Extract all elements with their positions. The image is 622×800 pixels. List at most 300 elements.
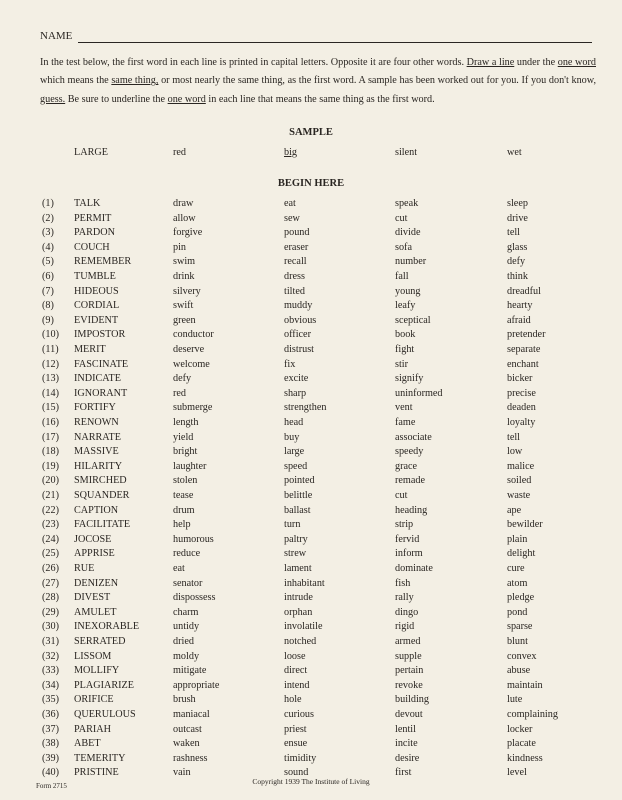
key-word: QUERULOUS [74,709,136,720]
question-row [0,226,622,240]
key-word: LISSOM [74,650,112,662]
option-c[interactable]: young [395,285,421,297]
option-b[interactable]: loose [284,650,306,662]
option-a[interactable]: length [173,417,199,428]
question-row [0,460,622,474]
option-b[interactable]: distrust [284,344,315,355]
option-c[interactable]: inform [395,548,423,560]
key-word: PARIAH [74,723,111,735]
instructions-text: in each line that [205,93,274,105]
question-number: (40) [42,767,59,779]
option-c[interactable]: first [395,767,412,779]
key-word: PLAGIARIZE [74,679,134,691]
question-row [0,328,622,342]
sample-option[interactable]: red [173,147,187,158]
question-number: (10) [42,329,59,341]
option-b[interactable]: eat [284,198,296,209]
option-d[interactable]: placate [507,738,536,750]
option-a[interactable]: swift [173,300,194,312]
key-word: SMIRCHED [74,475,127,487]
question-number: (25) [42,548,59,560]
question-number: (30) [42,621,59,633]
question-number: (35) [42,694,59,706]
question-row [0,679,622,693]
option-b[interactable]: intrude [284,592,313,604]
option-a[interactable]: dried [173,636,194,647]
option-d[interactable]: convex [507,650,537,662]
key-word: HILARITY [74,460,123,472]
option-c[interactable]: associate [395,431,432,443]
option-b[interactable]: turn [284,519,301,531]
option-a[interactable]: laughter [173,460,207,472]
question-number: (21) [42,490,59,501]
key-word: AMULET [74,606,117,618]
question-number: (38) [42,738,59,750]
option-a[interactable]: humorous [173,533,214,545]
option-a[interactable]: appropriate [173,679,220,691]
question-number: (28) [42,592,59,604]
option-a[interactable]: stolen [173,475,198,487]
question-number: (11) [42,344,59,355]
key-word: RENOWN [74,417,119,428]
option-a[interactable]: silvery [173,285,201,297]
key-word: MERIT [74,344,106,355]
option-b[interactable]: head [284,417,304,428]
option-d[interactable]: plain [507,533,528,545]
option-d[interactable]: think [507,271,528,282]
option-a[interactable]: green [173,314,196,326]
question-row [0,620,622,634]
option-c[interactable]: dominate [395,563,433,574]
question-number: (34) [42,679,59,691]
sample-row [0,146,622,160]
question-row [0,255,622,269]
question-row [0,401,622,415]
option-a[interactable]: welcome [173,358,210,370]
key-word: INDICATE [74,373,121,385]
option-b[interactable]: priest [284,723,307,735]
key-word: MOLLIFY [74,665,120,677]
question-number: (37) [42,723,59,735]
question-number: (23) [42,519,59,531]
key-word: IGNORANT [74,387,128,399]
instructions-text: means the same thing as the first word. [275,93,435,105]
option-c[interactable]: uninformed [395,387,443,399]
question-number: (14) [42,387,59,399]
question-row [0,431,622,445]
option-d[interactable]: tell [507,431,521,443]
option-c[interactable]: armed [395,636,421,647]
question-row [0,270,622,284]
instructions-draw-a-line: Draw a line [466,57,515,68]
option-b[interactable]: ballast [284,504,311,516]
option-b[interactable]: speed [284,460,308,472]
key-word: APPRISE [74,548,115,560]
option-c[interactable]: grace [395,460,418,472]
option-c[interactable]: devout [395,709,423,720]
option-c[interactable]: desire [395,752,420,764]
question-number: (9) [42,314,54,326]
option-b[interactable]: muddy [284,300,313,312]
option-b[interactable]: inhabitant [284,577,325,589]
question-row [0,285,622,299]
name-label: NAME [40,30,73,42]
name-line[interactable] [78,42,592,43]
option-a[interactable]: eat [173,563,185,574]
option-d[interactable]: pretender [507,329,546,341]
option-a[interactable]: allow [173,212,196,224]
option-b[interactable]: belittle [284,490,313,501]
name-field-row [40,30,592,46]
question-number: (2) [42,212,54,224]
key-word: PRISTINE [74,767,119,779]
option-a[interactable]: vain [173,767,191,779]
option-d[interactable]: maintain [507,679,543,691]
option-a[interactable]: bright [173,446,198,458]
question-number: (29) [42,606,59,618]
option-c[interactable]: revoke [395,679,423,691]
option-a[interactable]: dispossess [173,592,216,604]
option-c[interactable]: leafy [395,300,416,312]
question-row [0,737,622,751]
option-c[interactable]: fervid [395,533,420,545]
option-a[interactable]: help [173,519,191,531]
question-row [0,504,622,518]
question-row [0,577,622,591]
option-b[interactable]: intend [284,679,310,691]
option-c[interactable]: heading [395,504,428,516]
option-a[interactable]: defy [173,373,192,385]
question-row [0,474,622,488]
option-b[interactable]: ensue [284,738,308,750]
question-number: (39) [42,752,59,764]
option-a[interactable]: senator [173,577,203,589]
option-c[interactable]: stir [395,358,409,370]
question-number: (13) [42,373,59,385]
option-a[interactable]: tease [173,490,194,501]
question-row [0,358,622,372]
sample-option[interactable]: wet [507,147,522,158]
option-b[interactable]: excite [284,373,309,385]
key-word: FASCINATE [74,358,129,370]
question-row [0,591,622,605]
option-a[interactable]: maniacal [173,709,210,720]
question-row [0,650,622,664]
question-number: (20) [42,475,59,487]
question-row [0,547,622,561]
option-b[interactable]: sharp [284,387,307,399]
option-b[interactable]: buy [284,431,300,443]
begin-heading: BEGIN HERE [277,178,345,189]
option-a[interactable]: drink [173,271,195,282]
option-d[interactable]: level [507,767,527,779]
question-row [0,708,622,722]
option-a[interactable]: drum [173,504,195,516]
option-a[interactable]: reduce [173,548,201,560]
option-a[interactable]: red [173,387,187,399]
question-number: (24) [42,533,59,545]
key-word: ORIFICE [74,694,114,706]
key-word: SERRATED [74,636,126,647]
option-b[interactable]: involatile [284,621,323,633]
key-word: MASSIVE [74,446,119,458]
question-row [0,723,622,737]
question-row [0,752,622,766]
key-word: JOCOSE [74,533,112,545]
option-a[interactable]: moldy [173,650,200,662]
sample-option-underlined[interactable]: big [284,147,298,158]
option-a[interactable]: brush [173,694,196,706]
key-word: TEMERITY [74,752,126,764]
question-row [0,241,622,255]
option-a[interactable]: untidy [173,621,200,633]
option-b[interactable]: dress [284,271,305,282]
option-d[interactable]: loyalty [507,417,536,428]
question-row [0,606,622,620]
option-d[interactable]: tell [507,227,521,239]
option-c[interactable]: rigid [395,621,415,633]
option-a[interactable]: conductor [173,329,214,341]
option-b[interactable]: sew [284,212,300,224]
instructions-text: which means the [40,75,112,87]
key-word: FACILITATE [74,519,131,531]
instructions [40,54,596,109]
question-row [0,693,622,707]
option-d[interactable]: blunt [507,636,528,647]
question-number: (18) [42,446,59,458]
option-b[interactable]: eraser [284,241,309,253]
option-d[interactable]: locker [507,723,533,735]
option-c[interactable]: sceptical [395,314,431,326]
question-number: (3) [42,227,54,239]
option-d[interactable]: deaden [507,402,536,414]
option-d[interactable]: soiled [507,475,532,487]
key-word: TALK [74,198,101,209]
question-number: (33) [42,665,59,677]
key-word: DENIZEN [74,577,119,589]
option-c[interactable]: sofa [395,241,412,253]
question-number: (17) [42,431,59,443]
option-c[interactable]: pertain [395,665,424,677]
question-row [0,197,622,211]
question-number: (8) [42,300,54,312]
option-d[interactable]: afraid [507,314,531,326]
option-b[interactable]: timidity [284,752,317,764]
option-c[interactable]: cut [395,212,408,224]
option-c[interactable]: number [395,256,427,268]
option-a[interactable]: outcast [173,723,202,735]
instructions-text: Be sure to underline the [65,93,168,105]
option-b[interactable]: large [284,446,305,458]
option-d[interactable]: low [507,446,523,458]
instructions-text: sample has been worked out for you. If you don't know, [367,75,597,87]
key-word: IMPOSTOR [74,329,126,341]
option-c[interactable]: fall [395,271,409,282]
option-d[interactable]: pledge [507,592,535,604]
option-b[interactable]: sound [284,767,309,779]
option-a[interactable]: mitigate [173,665,207,677]
key-word: CORDIAL [74,300,120,312]
option-d[interactable]: separate [507,344,541,355]
option-d[interactable]: cure [507,563,525,574]
option-a[interactable]: rashness [173,752,208,764]
option-a[interactable]: yield [173,431,194,443]
option-b[interactable]: notched [284,636,317,647]
key-word: HIDEOUS [74,285,119,297]
key-word: PERMIT [74,212,112,224]
option-a[interactable]: pin [173,241,187,253]
question-row [0,299,622,313]
key-word: SQUANDER [74,490,130,501]
option-c[interactable]: cut [395,490,408,501]
option-d[interactable]: delight [507,548,536,560]
option-d[interactable]: drive [507,212,528,224]
option-d[interactable]: defy [507,256,526,268]
instructions-text: under the [514,57,558,68]
question-number: (27) [42,577,59,589]
question-row [0,489,622,503]
option-d[interactable]: lute [507,694,523,706]
option-b[interactable]: paltry [284,533,308,545]
question-number: (5) [42,256,54,268]
key-word: TUMBLE [74,271,116,282]
option-d[interactable]: sleep [507,198,528,209]
instructions-guess: guess. [40,93,66,105]
option-a[interactable]: charm [173,606,199,618]
option-c[interactable]: rally [395,592,414,604]
option-c[interactable]: dingo [395,606,419,618]
option-a[interactable]: submerge [173,402,213,414]
option-c[interactable]: building [395,694,429,706]
option-d[interactable]: complaining [507,709,558,720]
option-b[interactable]: orphan [284,606,313,618]
option-c[interactable]: speedy [395,446,424,458]
instructions-text: or most nearly the same thing, as the first word. A [158,75,366,87]
option-b[interactable]: curious [284,709,314,720]
option-b[interactable]: lament [284,563,312,574]
question-number: (15) [42,402,59,414]
option-d[interactable]: malice [507,460,535,472]
key-word: CAPTION [74,504,119,516]
option-c[interactable]: fish [395,577,411,589]
option-b[interactable]: strew [284,548,307,560]
question-number: (31) [42,636,59,647]
option-c[interactable]: fight [395,344,415,355]
key-word: INEXORABLE [74,621,140,633]
option-c[interactable]: remade [395,475,425,487]
option-d[interactable]: waste [507,490,531,501]
option-d[interactable]: bewilder [507,519,543,531]
form-number: Form 2715 [36,782,67,790]
option-d[interactable]: enchant [507,358,539,370]
option-d[interactable]: hearty [507,300,533,312]
option-b[interactable]: pound [284,227,310,239]
instructions-line-1: In the test below, the first word in each line is printed in capital letters. Opposite it are four other words. [40,57,465,68]
option-c[interactable]: lentil [395,723,416,735]
option-b[interactable]: hole [284,694,302,706]
question-number: (16) [42,417,59,428]
question-row [0,387,622,401]
question-row [0,664,622,678]
option-d[interactable]: precise [507,387,536,399]
option-d[interactable]: kindness [507,752,543,764]
instructions-one-word-2: one word [167,93,206,105]
question-number: (7) [42,285,54,297]
option-a[interactable]: forgive [173,227,203,239]
sample-heading: SAMPLE [289,127,333,138]
key-word: DIVEST [74,592,111,604]
key-word: NARRATE [74,431,121,443]
question-number: (1) [42,198,54,209]
question-number: (36) [42,709,59,720]
sample-key-word: LARGE [74,147,108,158]
option-b[interactable]: pointed [284,475,315,487]
option-b[interactable]: tilted [284,285,305,297]
option-d[interactable]: pond [507,606,528,618]
key-word: PARDON [74,227,115,239]
key-word: FORTIFY [74,402,116,414]
option-a[interactable]: deserve [173,344,205,355]
option-d[interactable]: atom [507,577,528,589]
option-b[interactable]: fix [284,358,296,370]
option-b[interactable]: recall [284,256,307,268]
option-d[interactable]: bicker [507,373,533,385]
key-word: RUE [74,563,95,574]
option-c[interactable]: incite [395,738,418,750]
instructions-same-thing: same thing, [111,75,159,87]
option-b[interactable]: strengthen [284,402,327,414]
option-c[interactable]: strip [395,519,414,531]
option-c[interactable]: signify [395,373,424,385]
question-row [0,533,622,547]
question-row [0,343,622,357]
question-row [0,314,622,328]
option-c[interactable]: fame [395,417,416,428]
option-b[interactable]: direct [284,665,308,677]
option-c[interactable]: divide [395,227,421,239]
key-word: ABET [74,738,101,750]
option-d[interactable]: ape [507,504,522,516]
question-row [0,562,622,576]
option-a[interactable]: draw [173,198,194,209]
instructions-one-word: one word [557,57,596,68]
sample-option[interactable]: silent [395,147,418,158]
option-c[interactable]: vent [395,402,413,414]
option-d[interactable]: sparse [507,621,533,633]
question-number: (19) [42,460,59,472]
copyright: Copyright 1939 The Institute of Living [252,777,370,786]
option-b[interactable]: officer [284,329,311,341]
question-row [0,445,622,459]
question-number: (12) [42,358,59,370]
question-number: (26) [42,563,59,574]
option-d[interactable]: dreadful [507,285,541,297]
option-c[interactable]: speak [395,198,419,209]
option-c[interactable]: supple [395,650,422,662]
option-d[interactable]: abuse [507,665,531,677]
question-row [0,518,622,532]
question-row [0,635,622,649]
question-number: (32) [42,650,59,662]
option-b[interactable]: obvious [284,314,317,326]
option-a[interactable]: waken [173,738,200,750]
question-number: (6) [42,271,54,282]
option-c[interactable]: book [395,329,416,341]
question-row [0,372,622,386]
key-word: EVIDENT [74,314,119,326]
option-a[interactable]: swim [173,256,196,268]
option-d[interactable]: glass [507,241,528,253]
